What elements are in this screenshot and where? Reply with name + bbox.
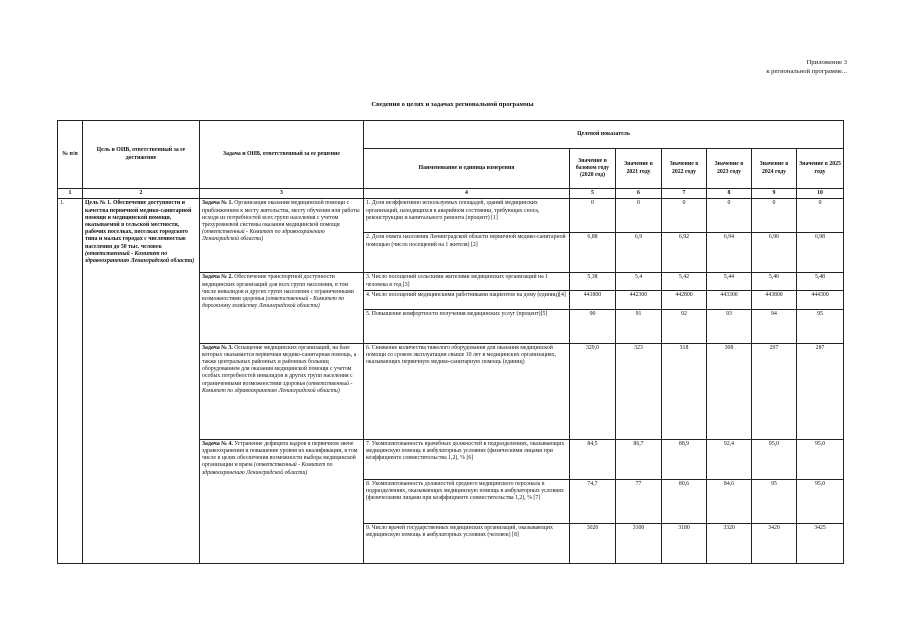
appendix-line-1: Приложение 3 bbox=[806, 59, 847, 66]
indicator-value: 90 bbox=[570, 309, 616, 343]
header-goal: Цель и ОИВ, ответственный за ее достижение bbox=[83, 121, 200, 189]
header-base-year: Значение в базовом году (2020 год) bbox=[570, 149, 616, 189]
goal-responsible: (ответственный - Комитет по здравоохранению Ленинградской области) bbox=[85, 250, 195, 264]
indicator-value: 94 bbox=[752, 309, 797, 343]
indicator-value: 318 bbox=[662, 343, 707, 439]
indicator-name: 5. Повышение комфортности получения медицинских услуг (процент)[5] bbox=[364, 309, 570, 343]
indicator-value: 443300 bbox=[707, 291, 752, 309]
indicator-value: 74,7 bbox=[570, 479, 616, 523]
indicator-value: 93 bbox=[707, 309, 752, 343]
indicator-value: 5,38 bbox=[570, 273, 616, 291]
col-number: 9 bbox=[752, 189, 797, 199]
indicator-value: 0 bbox=[616, 199, 662, 233]
task-label: Задача № 3. bbox=[202, 344, 233, 351]
indicator-value: 88,9 bbox=[662, 439, 707, 479]
indicator-value: 444300 bbox=[797, 291, 844, 309]
header-indicator: Наименование и единица измерения bbox=[364, 149, 570, 189]
indicator-value: 442800 bbox=[662, 291, 707, 309]
indicator-name: 3. Число посещений сельскими жителями медицинских организаций на 1 человека в год [3] bbox=[364, 273, 570, 291]
table-row bbox=[58, 199, 844, 233]
indicator-value: 95,0 bbox=[797, 439, 844, 479]
task-text: Оснащение медицинских организаций, на базе которых оказывается первичная медико-санитарная помощь, а также центральных районных и районных больниц оборудованием для оказания медицинской помощи с учетом особых потребностей инвалидов и других групп населения с ограниченными возможностями здоровья bbox=[202, 344, 357, 387]
indicator-value: 443800 bbox=[752, 291, 797, 309]
indicator-value: 0 bbox=[752, 199, 797, 233]
indicator-value: 77 bbox=[616, 479, 662, 523]
task-cell bbox=[200, 199, 364, 273]
col-number: 6 bbox=[616, 189, 662, 199]
document-title: Сведения о целях и задачах региональной программы bbox=[371, 101, 534, 108]
indicator-value: 287 bbox=[797, 343, 844, 439]
task-responsible: (ответственный - Комитет по здравоохранению Ленинградской области) bbox=[202, 229, 325, 243]
indicator-name: 9. Число врачей государственных медицинских организаций, оказывающих медицинскую помощь в амбулаторных условиях (человек) [8] bbox=[364, 523, 570, 563]
task-responsible: (ответственный - Комитет по здравоохранению Ленинградской области) bbox=[202, 380, 353, 394]
col-number: 1 bbox=[58, 189, 83, 199]
indicator-name: 4. Число посещений медицинскими работниками пациентов на дому (единиц)[4] bbox=[364, 291, 570, 309]
indicator-value: 95,0 bbox=[797, 479, 844, 523]
indicator-value: 5,46 bbox=[752, 273, 797, 291]
header-2021: Значение в 2021 году bbox=[616, 149, 662, 189]
indicator-value: 91 bbox=[616, 309, 662, 343]
task-cell bbox=[200, 343, 364, 439]
goal-label: Цель № 1. bbox=[85, 200, 112, 207]
indicator-value: 6,94 bbox=[707, 233, 752, 273]
indicator-value: 0 bbox=[662, 199, 707, 233]
indicator-value: 5,42 bbox=[662, 273, 707, 291]
indicator-value: 92,4 bbox=[707, 439, 752, 479]
indicator-name: 8. Укомплектованность должностей среднего медицинского персонала в подразделениях, оказывающих медицинскую помощь в амбулаторных условиях (физическими лицами при коэффициенте совместительства 1,2), % [7] bbox=[364, 479, 570, 523]
goals-table bbox=[57, 120, 844, 564]
indicator-value: 95 bbox=[752, 479, 797, 523]
indicator-value: 6,88 bbox=[570, 233, 616, 273]
indicator-value: 442300 bbox=[616, 291, 662, 309]
indicator-value: 0 bbox=[797, 199, 844, 233]
appendix-line-2: к региональной программе... bbox=[766, 68, 847, 75]
indicator-value: 3020 bbox=[570, 523, 616, 563]
indicator-value: 86,7 bbox=[616, 439, 662, 479]
indicator-value: 441800 bbox=[570, 291, 616, 309]
header-2025: Значение в 2025 году bbox=[797, 149, 844, 189]
header-num: № п/п bbox=[58, 121, 83, 189]
indicator-value: 92 bbox=[662, 309, 707, 343]
indicator-value: 3420 bbox=[752, 523, 797, 563]
indicator-value: 84,6 bbox=[707, 479, 752, 523]
goal-cell bbox=[83, 199, 200, 564]
indicator-name: 2. Доля охвата населения Ленинградской области первичной медико-санитарной помощью (число посещений на 1 жителя) [2] bbox=[364, 233, 570, 273]
column-numbers-row bbox=[58, 189, 844, 199]
indicator-value: 5,44 bbox=[707, 273, 752, 291]
indicator-name: 1. Доля неэффективно используемых площадей, зданий медицинских организаций, находящихся в аварийном состоянии, требующих сноса, реконструкции и капитального ремонта (процент) [1] bbox=[364, 199, 570, 233]
indicator-value: 6,92 bbox=[662, 233, 707, 273]
task-text: Устранение дефицита кадров в первичном звене здравоохранения и повышение уровня их квалификации, в том числе в целях обеспечения возможности выбора медицинской организации и врача bbox=[202, 440, 358, 469]
indicator-value: 5,48 bbox=[797, 273, 844, 291]
indicator-value: 329,0 bbox=[570, 343, 616, 439]
indicator-value: 297 bbox=[752, 343, 797, 439]
indicator-value: 95 bbox=[797, 309, 844, 343]
task-label: Задача № 4. bbox=[202, 440, 233, 447]
task-label: Задача № 1. bbox=[202, 200, 233, 207]
col-number: 8 bbox=[707, 189, 752, 199]
indicator-value: 0 bbox=[707, 199, 752, 233]
task-cell bbox=[200, 273, 364, 343]
indicator-name: 7. Укомплектованность врачебных должностей в подразделениях, оказывающих медицинскую помощь в амбулаторных условиях (физическими лицами при коэффициенте совместительства 1,2), % [6] bbox=[364, 439, 570, 479]
indicator-value: 0 bbox=[570, 199, 616, 233]
col-number: 7 bbox=[662, 189, 707, 199]
indicator-name: 6. Снижение количества тяжелого оборудования для оказания медицинской помощи со сроком эксплуатации свыше 10 лет в медицинских организациях, оказывающих первичную медико-санитарную помощь (единиц) bbox=[364, 343, 570, 439]
task-responsible: (ответственный - Комитет по дорожному хозяйству Ленинградской области) bbox=[202, 296, 345, 310]
task-text: Организация оказания медицинской помощи с приближением к месту жительства, месту обучения или работы исходя из потребностей всех групп населения с учетом трехуровневой системы оказания медицинской помощи bbox=[202, 200, 360, 228]
goal-number: 1. bbox=[58, 199, 83, 564]
indicator-value: 323 bbox=[616, 343, 662, 439]
indicator-value: 6,98 bbox=[797, 233, 844, 273]
appendix-note bbox=[766, 58, 847, 76]
indicator-value: 3320 bbox=[707, 523, 752, 563]
col-number: 4 bbox=[364, 189, 570, 199]
col-number: 2 bbox=[83, 189, 200, 199]
task-text: Обеспечение транспортной доступности медицинских организаций для всех групп населения, в том числе инвалидов и других групп населения с ограниченными возможностями здоровья bbox=[202, 274, 354, 303]
indicator-value: 3425 bbox=[797, 523, 844, 563]
indicator-value: 84,5 bbox=[570, 439, 616, 479]
task-responsible: (ответственный - Комитет по здравоохранению Ленинградской области) bbox=[202, 462, 333, 476]
indicator-value: 5,4 bbox=[616, 273, 662, 291]
header-2024: Значение в 2024 году bbox=[752, 149, 797, 189]
header-target: Целевой показатель bbox=[364, 121, 844, 149]
indicator-value: 3100 bbox=[616, 523, 662, 563]
indicator-value: 308 bbox=[707, 343, 752, 439]
col-number: 3 bbox=[200, 189, 364, 199]
indicator-value: 80,6 bbox=[662, 479, 707, 523]
goal-text: Обеспечение доступности и качества первичной медико-санитарной помощи и медицинской помощи, оказываемой в сельской местности, рабочих поселках, поселках городского типа и малых городах с численностью населения до 50 тыс. человек bbox=[85, 200, 192, 250]
task-label: Задача № 2. bbox=[202, 274, 233, 281]
indicator-value: 6,9 bbox=[616, 233, 662, 273]
indicator-value: 6,96 bbox=[752, 233, 797, 273]
col-number: 5 bbox=[570, 189, 616, 199]
col-number: 10 bbox=[797, 189, 844, 199]
indicator-value: 3180 bbox=[662, 523, 707, 563]
task-cell bbox=[200, 439, 364, 563]
indicator-value: 95,0 bbox=[752, 439, 797, 479]
header-task: Задача и ОИВ, ответственный за ее решение bbox=[200, 121, 364, 189]
header-2023: Значение в 2023 году bbox=[707, 149, 752, 189]
header-2022: Значение в 2022 году bbox=[662, 149, 707, 189]
